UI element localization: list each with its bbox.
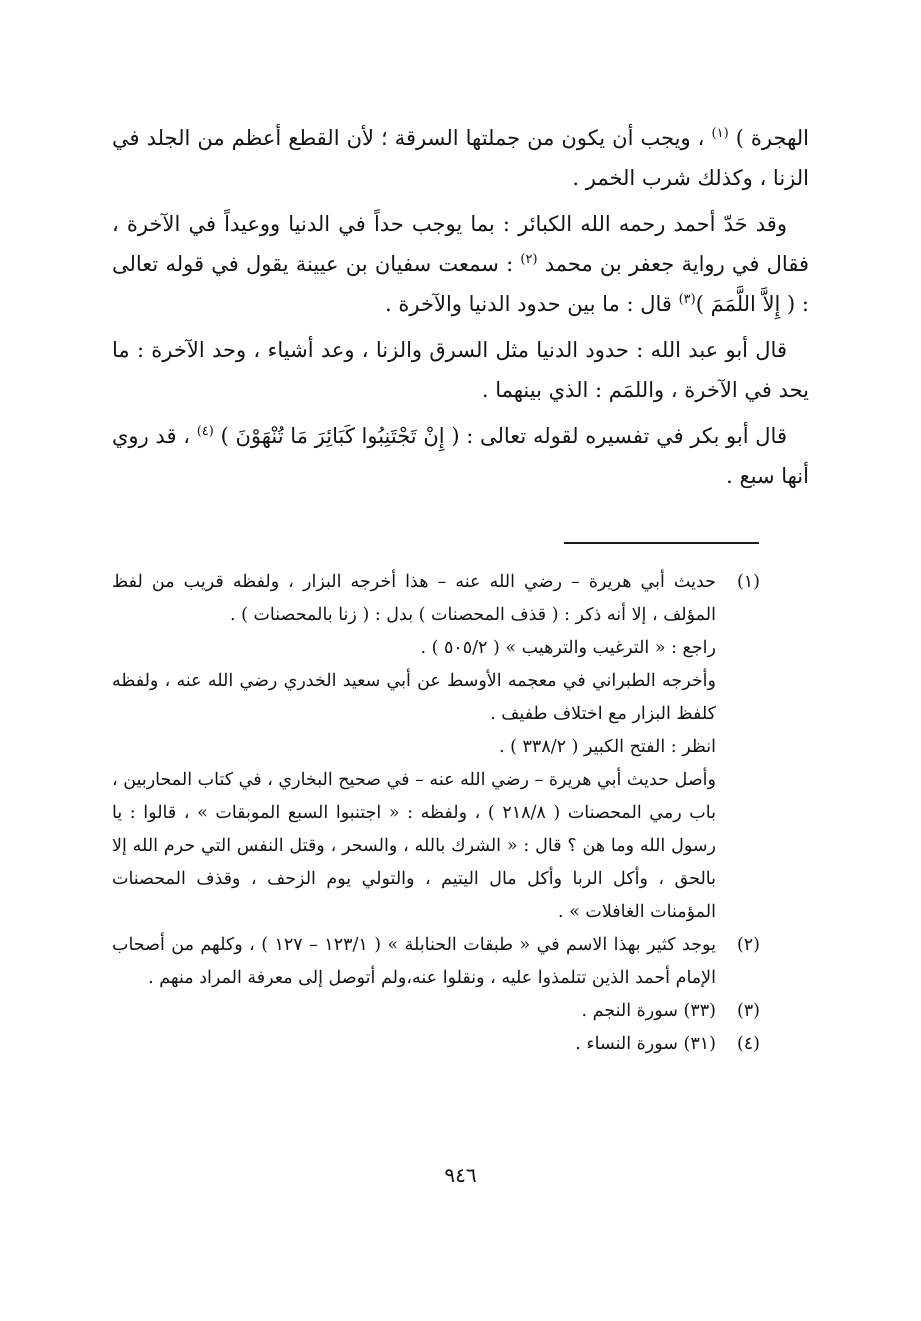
paragraph-text: قال أبو بكر في تفسيره لقوله تعالى : ( إِنْ تَجْتَنِبُوا كَبَائِرَ مَا تُنْهَوْنَ ) <box>220 424 787 448</box>
paragraph-text: الهجرة ) <box>735 126 809 150</box>
footnote-line: انظر : الفتح الكبير ( ٣٣٨/٢ ) . <box>499 737 716 757</box>
footnote-ref: (٣) <box>678 292 696 307</box>
paragraph-3: قال أبو عبد الله : حدود الدنيا مثل السرق والزنا ، وعد أشياء ، وحد الآخرة : ما يحد في الآخرة ، واللمَم : الذي بينهما . <box>112 338 809 402</box>
paragraph-text: ، قد روي أنها سبع . <box>112 424 809 488</box>
paragraph-text: قال : ما بين حدود الدنيا والآخرة . <box>385 292 679 316</box>
footnote-number: (٢) <box>736 935 760 955</box>
paragraph-2 <box>112 204 809 324</box>
footnote-1 <box>112 566 760 929</box>
footnote-line: وأخرجه الطبراني في معجمه الأوسط عن أبي سعيد الخدري رضي الله عنه ، ولفظه كلفظ البزار مع اختلاف طفيف . <box>112 671 716 724</box>
footnote-line: يوجد كثير بهذا الاسم في « طبقات الحنابلة » ( ١٢٣/١ – ١٢٧ ) ، وكلهم من أصحاب الإمام أحمد الذين تتلمذوا عليه ، ونقلوا عنه،ولم أتوصل إلى معرفة المراد منهم . <box>112 935 716 988</box>
paragraph-text: : سمعت سفيان بن عيينة يقول في قوله تعالى : ( إِلاَّ اللَّمَمَ ) <box>112 252 809 316</box>
footnote-line: راجع : « الترغيب والترهيب » ( ٥٠٥/٢ ) . <box>420 638 716 658</box>
footnote-body <box>112 566 716 929</box>
footnote-4 <box>112 1028 760 1061</box>
footnote-body <box>112 995 716 1028</box>
paragraph-1 <box>112 118 809 198</box>
footnotes <box>112 566 760 1061</box>
footnote-line: (٣١) سورة النساء . <box>575 1034 716 1054</box>
paragraph-text: ، ويجب أن يكون من جملتها السرقة ؛ لأن القطع أعظم من الجلد في الزنا ، وكذلك شرب الخمر . <box>112 126 809 190</box>
footnote-number: (٣) <box>736 1001 760 1021</box>
footnote-ref: (٢) <box>520 252 538 267</box>
page-number: ٩٤٦ <box>444 1163 477 1187</box>
footnote-number: (٤) <box>736 1034 760 1054</box>
footnote-line: حديث أبي هريرة – رضي الله عنه – هذا أخرجه البزار ، ولفظه قريب من لفظ المؤلف ، إلا أنه ذكر : ( قذف المحصنات ) بدل : ( زنا بالمحصنات ) . <box>112 572 716 625</box>
footnote-2 <box>112 929 760 995</box>
paragraph-4 <box>112 416 809 496</box>
footnote-3 <box>112 995 760 1028</box>
footnote-ref: (١) <box>711 126 729 141</box>
footnote-line: (٣٣) سورة النجم . <box>581 1001 716 1021</box>
main-text <box>112 118 809 496</box>
footnote-line: وأصل حديث أبي هريرة – رضي الله عنه – في صحيح البخاري ، في كتاب المحاربين ، باب رمي المحصنات ( ٢١٨/٨ ) ، ولفظه : « اجتنبوا السبع الموبقات » ، قالوا : يا رسول الله وما هن ؟ قال : « الشرك بالله ، والسحر ، وقتل النفس التي حرم الله إلا بالحق ، وأكل الربا وأكل مال اليتيم ، والتولي يوم الزحف ، وقذف المحصنات المؤمنات الغافلات » . <box>112 770 716 922</box>
paragraph-text: وقد حَدّ أحمد رحمه الله الكبائر : بما يوجب حداً في الدنيا ووعيداً في الآخرة ، فقال في رواية جعفر بن محمد <box>112 212 809 276</box>
footnote-ref: (٤) <box>196 424 214 439</box>
footnote-number: (١) <box>736 572 760 592</box>
footnote-body <box>112 1028 716 1061</box>
footnote-body <box>112 929 716 995</box>
footnote-separator <box>564 542 759 544</box>
